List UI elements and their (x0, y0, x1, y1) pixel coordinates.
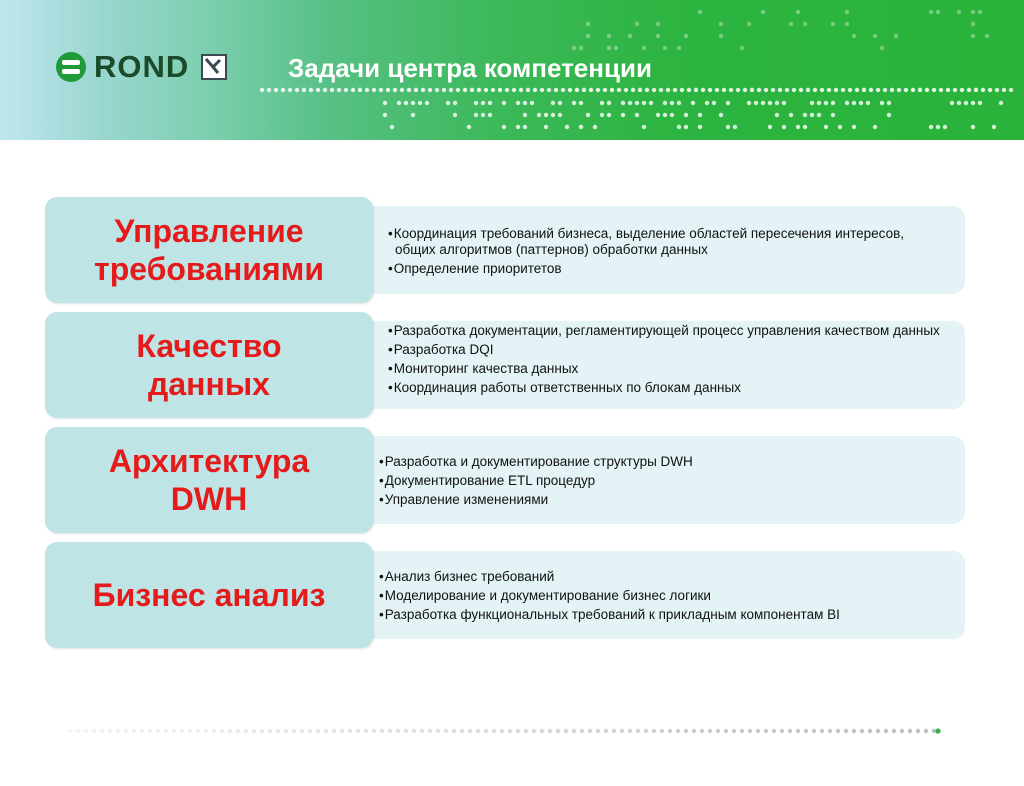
section-bullet-list (387, 323, 947, 399)
competence-section (45, 427, 965, 533)
bullet-item: • Разработка функциональных требований к прикладным компонентам BI (378, 607, 953, 623)
header-banner (0, 0, 1024, 140)
bullet-item: • Документирование ETL процедур (378, 473, 948, 489)
bullet-item: • Разработка документации, регламентирующей процесс управления качеством данных (387, 323, 947, 339)
section-category-box (45, 312, 373, 418)
bullet-item: • Разработка и документирование структуры DWH (378, 454, 948, 470)
footer-dot-divider (0, 722, 1024, 742)
section-details-panel (345, 551, 965, 639)
section-category-title: Качество данных (136, 328, 282, 402)
rond-logo-icon (56, 52, 86, 82)
section-bullet-list (387, 226, 947, 280)
logo (56, 50, 227, 84)
bullet-item: • Моделирование и документирование бизнес логики (378, 588, 953, 604)
bullet-item: • Управление изменениями (378, 492, 948, 508)
competence-section (45, 312, 965, 418)
bullet-item: • Координация работы ответственных по блокам данных (387, 380, 947, 396)
bullet-item: • Мониторинг качества данных (387, 361, 947, 377)
bullet-item: • Разработка DQI (387, 342, 947, 358)
section-category-box (45, 542, 373, 648)
section-category-title: Архитектура DWH (108, 443, 310, 517)
section-category-title: Управление требованиями (94, 213, 324, 287)
page-title: Задачи центра компетенции (288, 53, 652, 83)
section-details-panel (345, 321, 965, 409)
section-details-panel (345, 436, 965, 524)
bullet-item: • Определение приоритетов (387, 261, 947, 277)
section-category-title: Бизнес анализ (92, 577, 326, 613)
logo-text: RОND (94, 49, 190, 84)
section-details-panel (345, 206, 965, 294)
bullet-item: • Координация требований бизнеса, выделение областей пересечения интересов, общих алгоритмов (паттернов) обработки данных (387, 226, 947, 258)
section-bullet-list (378, 454, 948, 511)
competence-section (45, 197, 965, 303)
section-category-box (45, 197, 373, 303)
checkmark-logo-icon (201, 54, 227, 80)
section-category-box (45, 427, 373, 533)
competence-section (45, 542, 965, 648)
section-bullet-list (378, 569, 953, 626)
bullet-item: • Анализ бизнес требований (378, 569, 953, 585)
